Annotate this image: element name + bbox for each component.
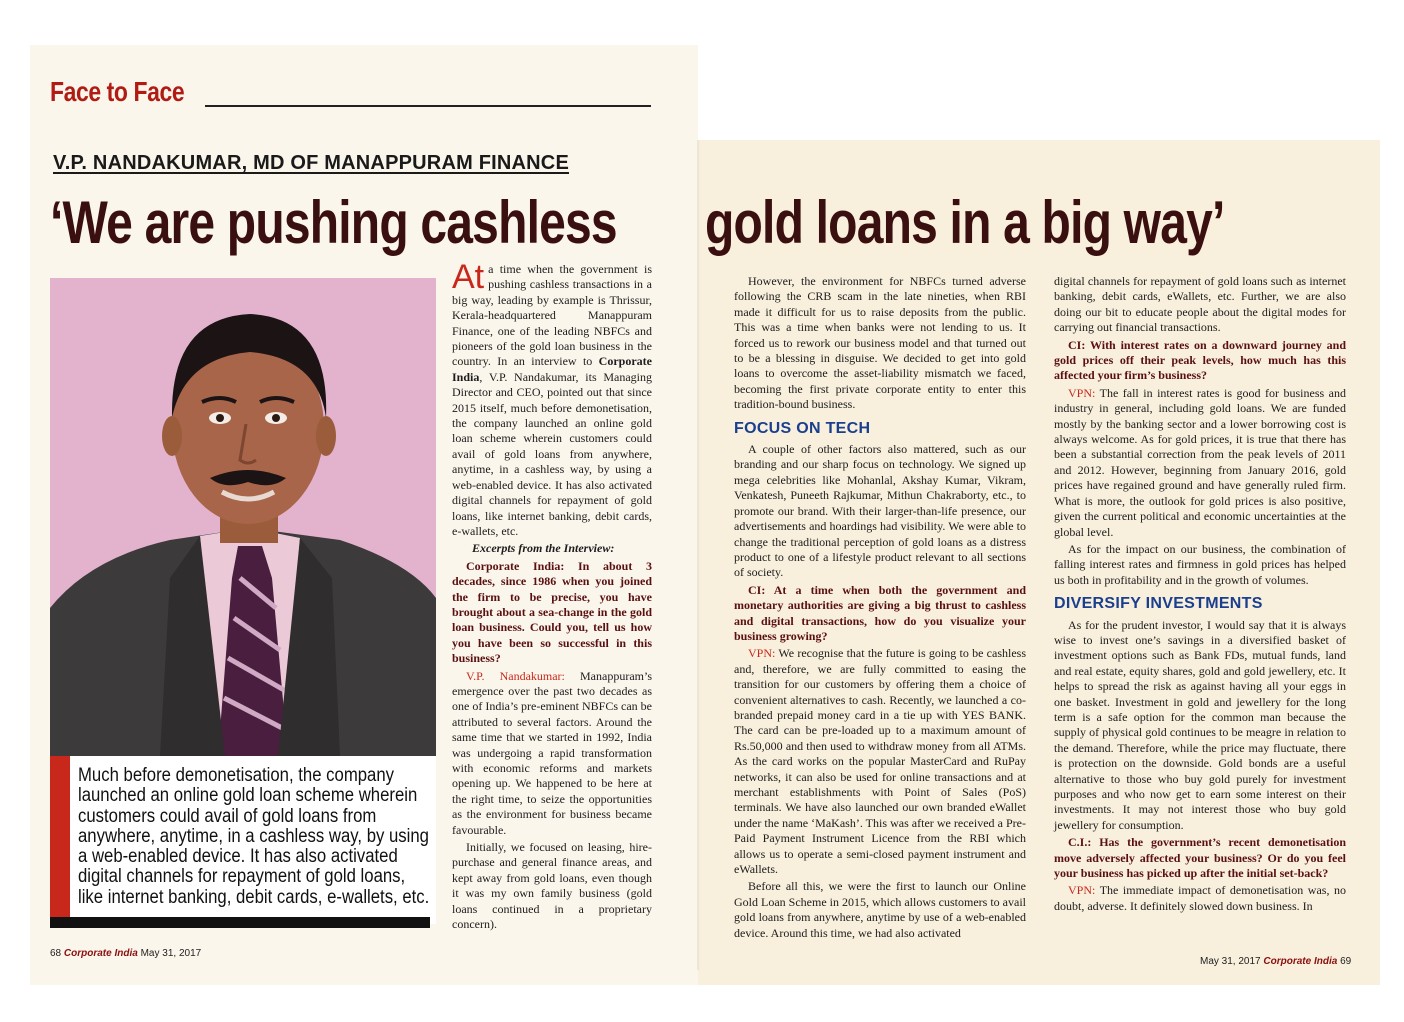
pullquote-bottom-bar (50, 917, 430, 928)
paragraph-digital-channels: digital channels for repayment of gold loans such as internet banking, debit cards, eWallets, etc. Further, we are also doing our bit to educate people about the digital modes for carrying out financial transactions. (1054, 274, 1346, 335)
question-3: CI: With interest rates on a downward journey and gold prices off their peak levels, how much has this affected your firm’s business? (1054, 337, 1346, 383)
question-4: C.I.: Has the government’s recent demonetisation move adversely affected your business? Or do you feel your business has picked up after the initial set-back? (1054, 835, 1346, 881)
answer-3-text: The fall in interest rates is good for business and industry in general, including gold loans. We are funded mostly by the banking sector and a lower borrowing cost is always welcome. As for gold prices, it is true that there has been a substantial correction from the peak levels of 2011 and 2012. However, beginning from January 2016, gold prices have regained ground and have generally ruled firm. What is more, the outlook for gold prices is also positive, given the current political and economic uncertainties at the global level. (1054, 385, 1346, 539)
answer-4-text: The immediate impact of demonetisation was, no doubt, adverse. It definitely slowed down business. In (1054, 883, 1346, 913)
paragraph-prudent-investor: As for the prudent investor, I would say that it is always wise to invest one’s savings in a diversified basket of investment options such as Bank FDs, mutual funds, land and real estate, equity shares, gold and gold jewellery, etc. It helps to spread the risk as against having all your eggs in one basket. Investment in gold and jewellery for the long term is a safe option for the common man because the supply of physical gold continues to be meagre in relation to the demand. Therefore, while the price may fluctuate, there is protection on the downside. Gold bonds are a useful alternative to those who buy gold purely for investment purposes and who now get to earn some interest on their investments. It may not interest those who buy gold jewellery for consumption. (1054, 617, 1346, 832)
answer-2-text: We recognise that the future is going to be cashless and, therefore, we are fully committed to easing the transition for our customers by offering them a choice of convenient alternatives to cash. Recently, we launched a co-branded prepaid money card in a tie up with YES BANK. The card can be pre-loaded up to a maximum amount of Rs.50,000 and then used to withdraw money from all ATMs. As the card works on the popular MasterCard and RuPay networks, it can also be used for online transactions and at merchant establishments with Point of Sales (PoS) terminals. We have also launched our own branded eWallet under the name ‘MaKash’. This was after we received a Pre-Paid Payment Instrument Licence from the RBI which allows us to operate a semi-closed payment instrument and eWallets. (734, 646, 1026, 877)
intro-paragraph (452, 258, 652, 539)
paragraph-branding: A couple of other factors also mattered, such as our branding and our sharp focus on technology. We signed up mega celebrities like Mohanlal, Akshay Kumar, Vikram, Venkatesh, Puneeth Rajkumar, Mithun Chakraborty, etc., to promote our brand. With their larger-than-life presence, our advertisements and hoardings had visibility. We were able to change the traditional perception of gold loans as a distress product to one of a lifestyle product relevant to all sections of society. (734, 442, 1026, 580)
folio-date-left: May 31, 2017 (140, 948, 202, 959)
answer-3-speaker: VPN: (1068, 385, 1096, 400)
pullquote-accent-bar (50, 756, 70, 924)
subhead-diversify-investments: DIVERSIFY INVESTMENTS (1054, 595, 1263, 613)
question-2: CI: At a time when both the government and monetary authorities are giving a big thrust to cashless and digital transactions, how do you visualize your business growing? (734, 582, 1026, 643)
answer-4 (1054, 883, 1346, 914)
portrait-photo (50, 278, 436, 756)
answer-1-speaker: V.P. Nandakumar: (466, 668, 565, 683)
pullquote-box (50, 756, 436, 924)
section-rule (205, 105, 651, 107)
spread-seam (697, 140, 700, 970)
folio-date-right: May 31, 2017 (1200, 956, 1261, 967)
paragraph-nbfc-environment: However, the environment for NBFCs turned adverse following the CRB scam in the late nineties, when RBI made it difficult for us to raise deposits from the public. This was a time when banks were not lending to us. It forced us to rework our business model and that turned out to be a blessing in disguise. We decided to get into gold loans to overcome the asset-liability mismatch we faced, becoming the first private corporate entity to enter this tradition-bound business. (734, 274, 1026, 412)
section-label: Face to Face (50, 76, 185, 107)
answer-2-speaker: VPN: (748, 646, 776, 661)
headline-right: gold loans in a big way’ (705, 189, 1225, 256)
intro-text-b: , V.P. Nandakumar, its Managing Director and CEO, pointed out that since 2015 itself, much before demonetisation, the company launched an online gold loan scheme wherein customers could avail of gold loans from anywhere, anytime, in a cashless way, by using a web-enabled device. It has also activated digital channels for repayment of gold loans, like internet banking, debit cards, e-wallets, etc. (452, 369, 652, 538)
folio-left (50, 948, 201, 959)
subhead-focus-on-tech: FOCUS ON TECH (734, 419, 871, 437)
pullquote-text: Much before demonetisation, the company launched an online gold loan scheme wherein customers could avail of gold loans from anywhere, anytime, in a cashless way, by using a web-enabled device. It has also activated digital channels for repayment of gold loans, like internet banking, debit cards, e-wallets, etc. (78, 765, 430, 908)
page-number-right: 69 (1340, 956, 1352, 967)
article-column-1 (452, 258, 652, 934)
folio-right (1200, 956, 1351, 967)
answer-1-text: Manappuram’s emergence over the past two decades as one of India’s pre-eminent NBFCs can be attributed to several factors. Around the same time that we started in 1992, India was undergoing a rapid transformation with economic reforms and markets opening up. We happened to be here at the right time, to seize the opportunities as the environment for business became favourable. (452, 668, 652, 837)
folio-brand-left: Corporate India (63, 948, 138, 959)
question-1: Corporate India: In about 3 decades, since 1986 when you joined the firm to be precise, you have brought about a sea-change in the gold loan business. Could you, tell us how you have been so successful in this business? (452, 558, 652, 666)
answer-2 (734, 646, 1026, 877)
folio-brand-right: Corporate India (1263, 956, 1338, 967)
article-column-3 (1054, 274, 1346, 916)
intro-publication: Corporate India (452, 354, 652, 384)
excerpts-label: Excerpts from the Interview: (472, 541, 615, 556)
answer-4-speaker: VPN: (1068, 883, 1096, 898)
paragraph-online-gold-loan: Before all this, we were the first to launch our Online Gold Loan Scheme in 2015, which allows customers to avail gold loans from anywhere, anytime by use of a web-enabled device. Around this time, we had also activated (734, 879, 1026, 940)
page-number-left: 68 (50, 948, 62, 959)
article-column-2 (734, 274, 1026, 943)
intro-text-a: a time when the government is pushing cashless transactions in a big way, leading by example is Thrissur, Kerala-headquartered Manappuram Finance, one of the leading NBFCs and pioneers of the gold loan business in the country. In an interview to (452, 262, 652, 369)
headline-left: ‘We are pushing cashless (50, 189, 617, 256)
paragraph-impact: As for the impact on our business, the combination of falling interest rates and firmness in gold prices has helped us both in profitability and in the growth of volumes. (1054, 541, 1346, 587)
kicker: V.P. NANDAKUMAR, MD OF MANAPPURAM FINANCE (53, 152, 569, 174)
drop-cap: At (452, 258, 485, 296)
answer-1 (452, 669, 652, 838)
answer-3 (1054, 386, 1346, 540)
paragraph-initially: Initially, we focused on leasing, hire-purchase and general finance areas, and kept away from gold loans, even though it was my own family business (gold loans continued in a proprietary concern). (452, 840, 652, 932)
portrait-illustration (50, 278, 436, 756)
